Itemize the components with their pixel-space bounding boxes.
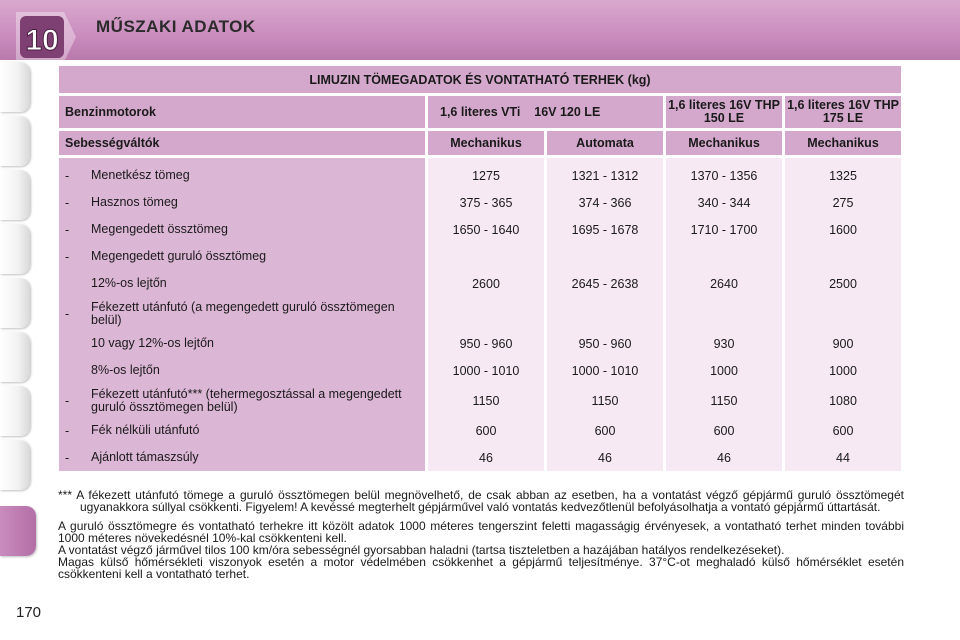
values-column (547, 158, 663, 471)
side-tab[interactable] (0, 170, 30, 220)
row-label: Fékezett utánfutó*** (tehermegosztással a megengedett guruló össztömegen belül) (91, 386, 402, 414)
row-dash: - (65, 306, 70, 321)
table-cell-value: 1150 (591, 393, 619, 408)
row-label: Megengedett össztömeg (91, 222, 228, 236)
table-row-label (59, 243, 425, 270)
engine-header: 1,6 literes 16V THP 150 LE (666, 96, 782, 128)
table-cell-value: 1275 (472, 168, 500, 183)
table-cell-value: 1000 (829, 363, 857, 378)
footnotes (58, 489, 904, 580)
side-tab-active[interactable] (0, 506, 36, 556)
table-row-label (59, 384, 425, 417)
gearbox-header: Mechanikus (785, 131, 901, 155)
gearbox-label: Sebességváltók (59, 131, 425, 155)
side-tab[interactable] (0, 332, 30, 382)
table-cell-value: 950 - 960 (459, 336, 513, 351)
footnote-paragraph: A vontatást végző járművel tilos 100 km/óra sebességnél gyorsabban haladni (tartsa tiszteletben a hazájában hatályos rendelkezéseket). (58, 543, 785, 557)
table-row-label (59, 330, 425, 357)
table-cell-value: 2600 (472, 276, 500, 291)
table-cell-value: 600 (475, 423, 497, 438)
table-row-label (59, 270, 425, 297)
row-dash: - (65, 168, 70, 183)
row-dash: - (65, 450, 70, 465)
row-label: 10 vagy 12%-os lejtőn (91, 336, 214, 350)
table-title: LIMUZIN TÖMEGADATOK ÉS VONTATHATÓ TERHEK (kg) (59, 66, 901, 93)
table-row-label (59, 189, 425, 216)
table-cell-value: 900 (832, 336, 854, 351)
side-tab[interactable] (0, 440, 30, 490)
row-label: Fékezett utánfutó (a megengedett guruló össztömegen belül) (91, 299, 395, 327)
table-cell-value: 600 (594, 423, 616, 438)
table-cell-value (785, 243, 901, 270)
table-cell-value: 1650 - 1640 (452, 222, 520, 237)
table-cell-value: 1370 - 1356 (690, 168, 758, 183)
row-dash: - (65, 393, 70, 408)
page-number: 170 (16, 604, 42, 621)
row-label: Fék nélküli utánfutó (91, 423, 200, 437)
table-cell-value: 2645 - 2638 (571, 276, 639, 291)
values-column (428, 158, 544, 471)
table-cell-value: 375 - 365 (459, 195, 513, 210)
gearbox-header: Mechanikus (428, 131, 544, 155)
table-row-label (59, 216, 425, 243)
table-row-label (59, 357, 425, 384)
table-cell-value: 1000 - 1010 (571, 363, 639, 378)
row-label: Megengedett guruló össztömeg (91, 249, 267, 263)
table-cell-value: 46 (717, 450, 731, 465)
row-label: 12%-os lejtőn (91, 276, 167, 290)
chapter-title: MŰSZAKI ADATOK (96, 17, 256, 36)
weights-table (56, 63, 904, 474)
engines-label: Benzinmotorok (59, 96, 425, 128)
chapter-number: 10 (25, 24, 59, 57)
table-cell-value: 950 - 960 (578, 336, 632, 351)
row-dash: - (65, 249, 70, 264)
table-cell-value: 374 - 366 (578, 195, 632, 210)
row-label: Hasznos tömeg (91, 195, 178, 209)
row-labels-column (59, 158, 425, 471)
table-cell-value: 600 (832, 423, 854, 438)
row-label: Ajánlott támaszsúly (91, 450, 199, 464)
table-cell-value: 1325 (829, 168, 857, 183)
table-cell-value: 44 (836, 450, 850, 465)
table-cell-value: 340 - 344 (697, 195, 751, 210)
table-row-label (59, 417, 425, 444)
table-cell-value: 1150 (710, 393, 738, 408)
row-dash: - (65, 222, 70, 237)
gearbox-header: Mechanikus (666, 131, 782, 155)
table-cell-value: 930 (713, 336, 735, 351)
engine-header: 1,6 literes 16V THP 175 LE (785, 96, 901, 128)
table-cell-value: 2500 (829, 276, 857, 291)
engine-header: 1,6 literes VTi 16V 120 LE (428, 96, 663, 128)
side-tab[interactable] (0, 278, 30, 328)
table-cell-value: 46 (598, 450, 612, 465)
side-tab[interactable] (0, 224, 30, 274)
table-cell-value: 2640 (710, 276, 738, 291)
chapter-side-tabs (0, 62, 34, 562)
table-cell-value: 1600 (829, 222, 857, 237)
footnote-paragraph: Magas külső hőmérsékleti viszonyok esetén a motor védelmében csökkenhet a gépjármű teljesítménye. 37°C-ot meghaladó külső hőmérséklet esetén csökkenteni kell a vontatható terhet. (58, 555, 904, 581)
table-cell-value (666, 297, 782, 330)
row-label: 8%-os lejtőn (91, 363, 160, 377)
gearbox-header: Automata (547, 131, 663, 155)
table-row-label (59, 444, 425, 471)
table-cell-value: 1150 (472, 393, 500, 408)
table-cell-value: 600 (713, 423, 735, 438)
table-cell-value: 275 (832, 195, 854, 210)
table-cell-value: 1000 (710, 363, 738, 378)
values-column (785, 158, 901, 471)
table-cell-value (547, 243, 663, 270)
table-cell-value (666, 243, 782, 270)
table-cell-value (428, 243, 544, 270)
row-label: Menetkész tömeg (91, 168, 190, 182)
table-cell-value (547, 297, 663, 330)
footnote-star: *** A fékezett utánfutó tömege a guruló össztömegen belül megnövelhető, de csak abban az esetben, ha a vontatást végző gépjármű guruló össztömegét ugyanakkora súllyal csökkenti. Figyelem! A kevéssé megterhelt gépjárművel való vontatás kedvezőtlenül befolyásolhatja a vontató gépjármű úttartását. (58, 488, 904, 514)
side-tab[interactable] (0, 386, 30, 436)
values-column (666, 158, 782, 471)
row-dash: - (65, 195, 70, 210)
table-cell-value: 1000 - 1010 (452, 363, 520, 378)
table-cell-value (428, 297, 544, 330)
table-cell-value: 1321 - 1312 (571, 168, 639, 183)
table-cell-value (785, 297, 901, 330)
footnote-paragraph: A guruló össztömegre és vontatható terhekre itt közölt adatok 1000 méteres tengerszint feletti magasságig érvényesek, a vontatható terhet minden további 1000 méteres növekedésnél 10%-kal csökkenteni kell. (58, 519, 904, 545)
table-row-label (59, 297, 425, 330)
table-cell-value: 1695 - 1678 (571, 222, 639, 237)
table-cell-value: 1710 - 1700 (690, 222, 758, 237)
table-row-label (59, 162, 425, 189)
row-dash: - (65, 423, 70, 438)
table-cell-value: 46 (479, 450, 493, 465)
side-tab[interactable] (0, 62, 30, 112)
chapter-number-badge (14, 8, 78, 66)
table-cell-value: 1080 (829, 393, 857, 408)
side-tab[interactable] (0, 116, 30, 166)
